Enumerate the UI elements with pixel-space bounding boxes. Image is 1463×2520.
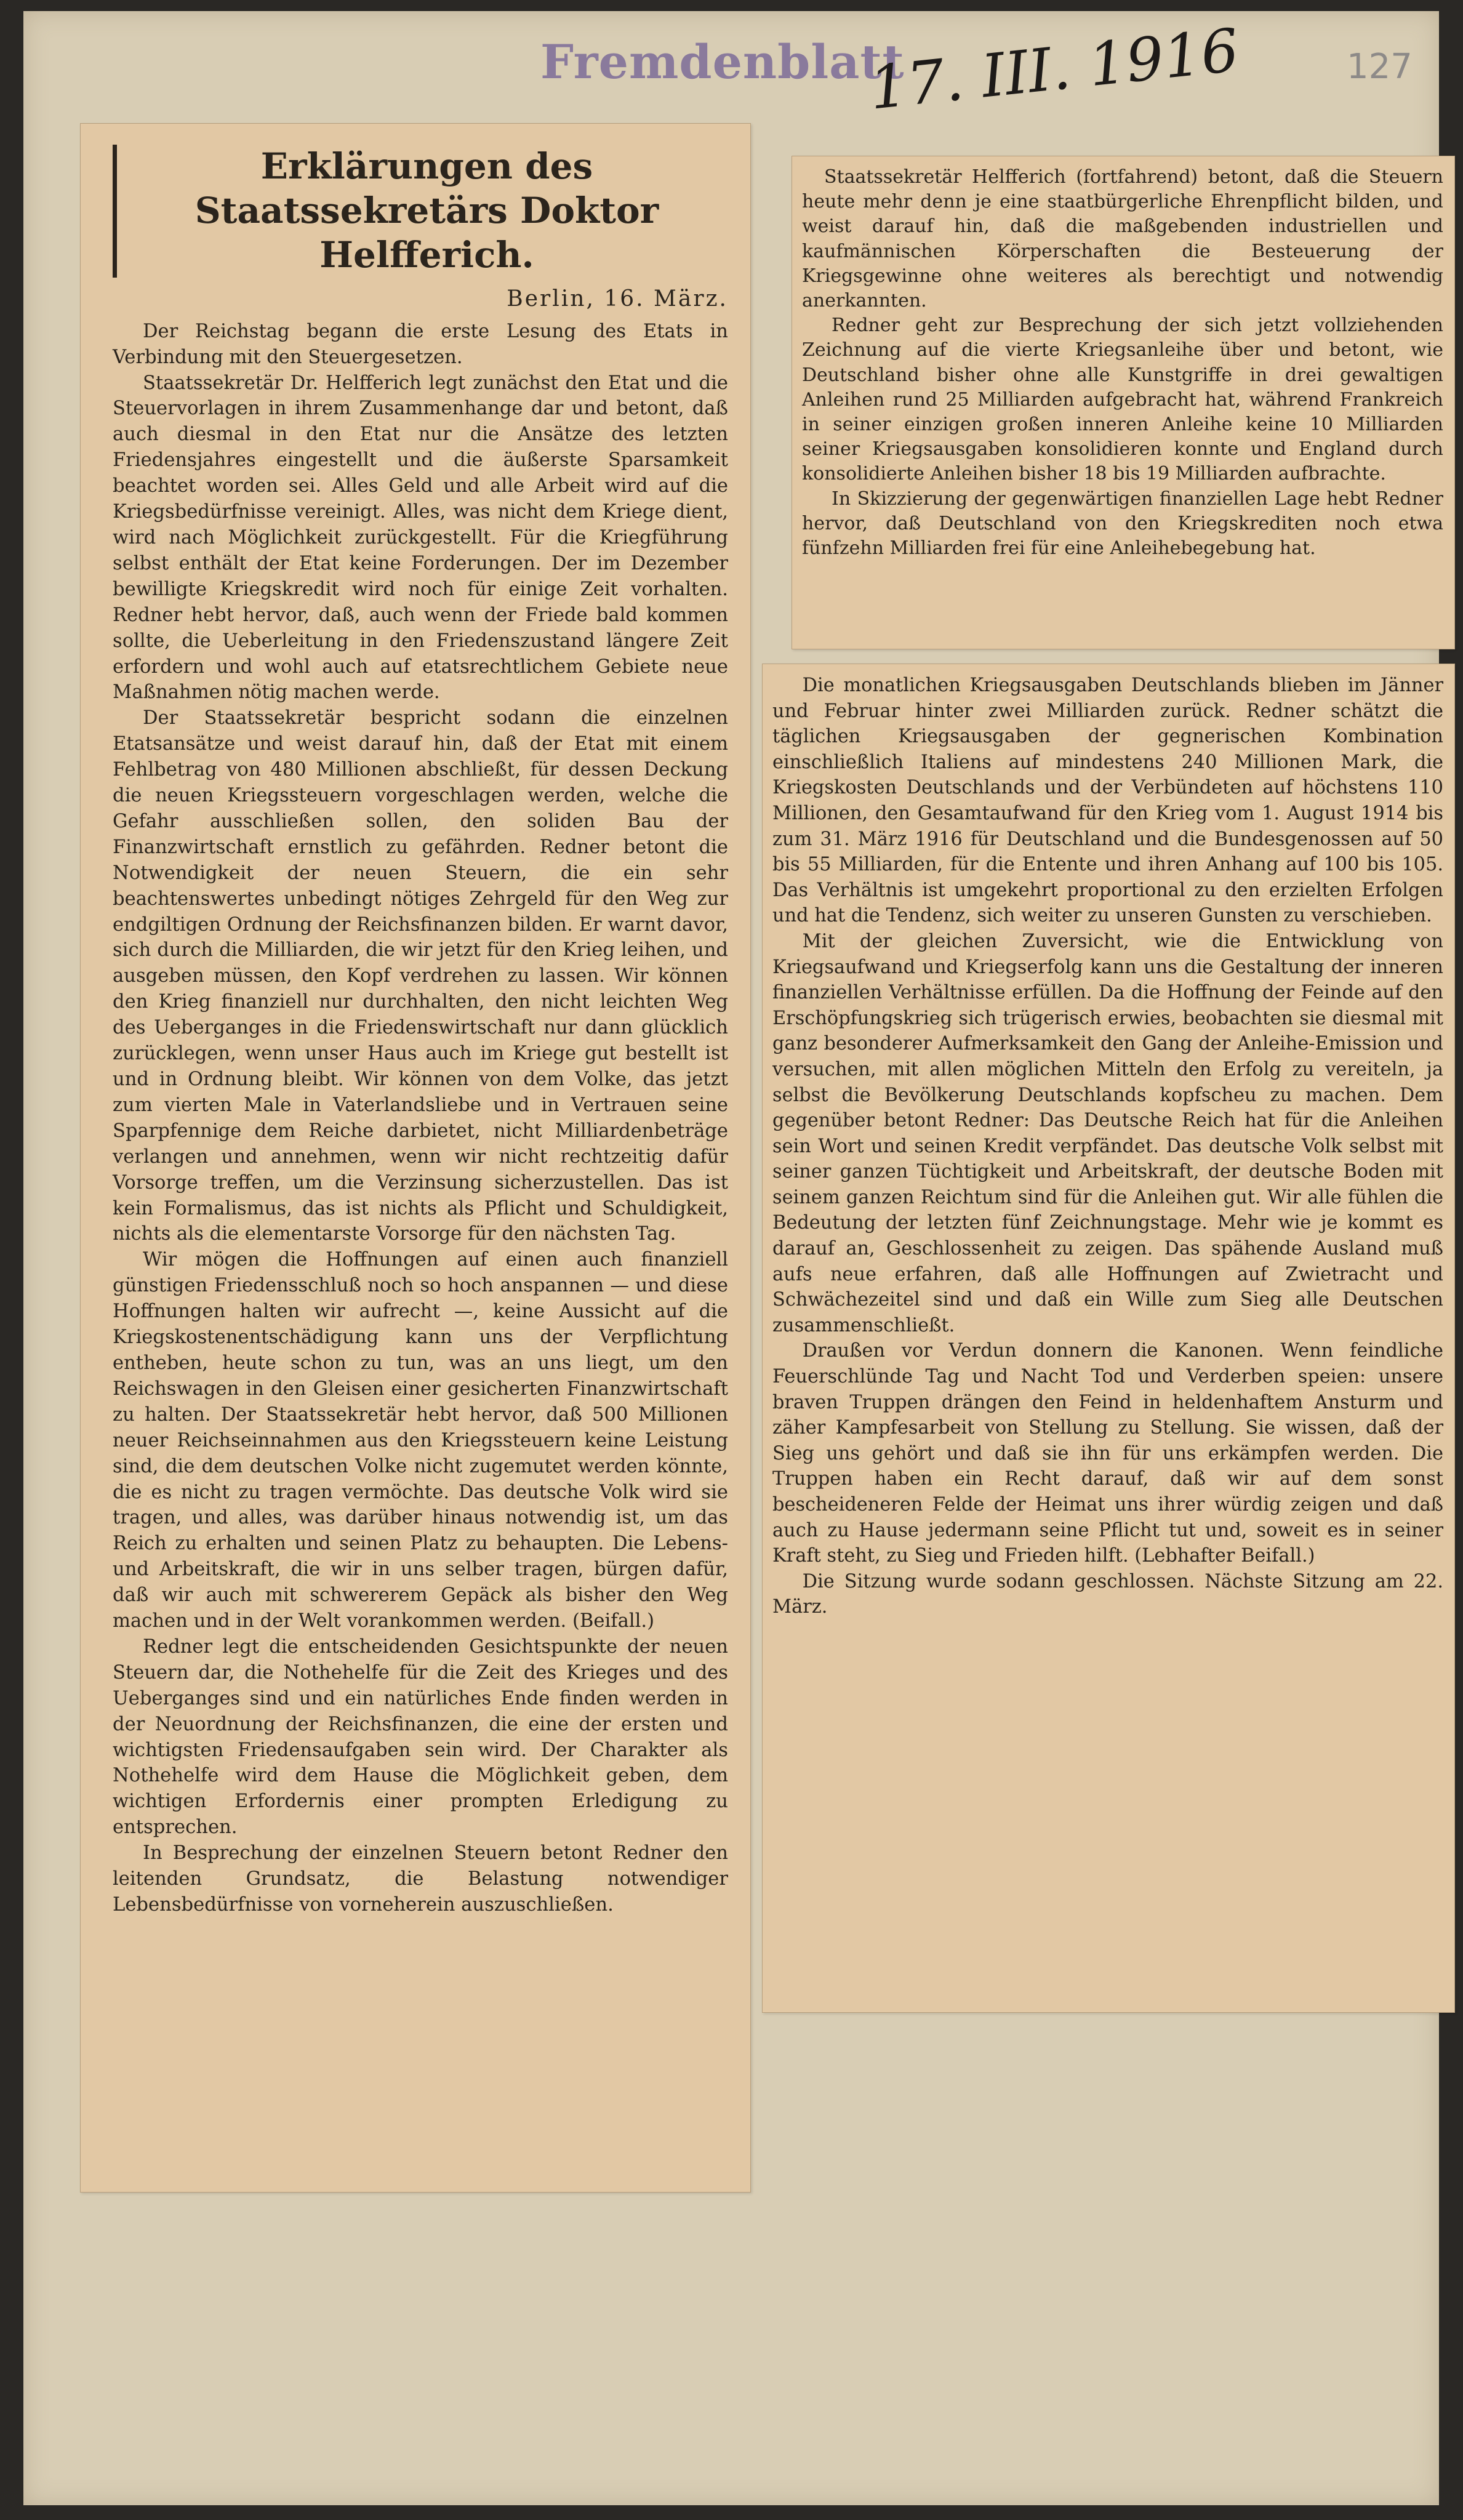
right-top-paragraph: In Skizzierung der gegenwärtigen finanziellen Lage hebt Redner hervor, daß Deutschland von den Kriegskrediten noch etwa fünfzehn Milliarden frei für eine Anleihebegebung hat.: [802, 488, 1443, 560]
right-top-paragraph: Staatssekretär Helfferich (fortfahrend) betont, daß die Steuern heute mehr denn je eine staatbürgerliche Ehrenpflicht bilden, und weist darauf hin, daß die maßgebenden industriellen und kaufmännischen Körperschaften die Besteuerung der Kriegsgewinne ohne weiteres als berechtigt und notwendig anerkannten.: [802, 166, 1443, 312]
left-paragraph: Der Staatssekretär bespricht sodann die einzelnen Etatsansätze und weist darauf hin, daß der Etat mit einem Fehlbetrag von 480 Millionen abschließt, für dessen Deckung die neuen Kriegssteuern vorgeschlagen werden, welche die Gefahr ausschließen sollen, den soliden Bau der Finanzwirtschaft ernstlich zu gefährden. Redner betont die Notwendigkeit der neuen Steuern, die ein sehr beachtenswertes unbedingt nötiges Zehrgeld für den Weg zur endgiltigen Ordnung der Reichsfinanzen bilden. Er warnt davor, sich durch die Milliarden, die wir jetzt für den Krieg leihen, und ausgeben müssen, den Kopf verdrehen zu lassen. Wir können den Krieg finanziell nur durchhalten, den nicht leichten Weg des Ueberganges in die Friedenswirtschaft nur dann glücklich zurücklegen, wenn unser Haus auch im Kriege gut bestellt ist und in Ordnung bleibt. Wir können von dem Volke, das jetzt zum vierten Male in Vaterlandsliebe und in Vertrauen seine Sparpfennige dem Reiche darbietet, nicht Milliardenbeträge verlangen und annehmen, wenn wir nicht rechtzeitig dafür Vorsorge treffen, um die Verzinsung sicherzustellen. Das ist kein Formalismus, das ist nichts als Pflicht und Schuldigkeit, nichts als die elementarste Vorsorge für den nächsten Tag.: [113, 707, 728, 1245]
archive-sheet: [23, 11, 1443, 2505]
page-number: 127: [1347, 47, 1413, 87]
left-paragraph: Redner legt die entscheidenden Gesichtspunkte der neuen Steuern dar, die Nothehelfe für die Zeit des Krieges und des Ueberganges sind und ein natürliches Ende finden werden in der Neuordnung der Reichsfinanzen, die eine der ersten und wichtigsten Friedensaufgaben sein wird. Der Charakter als Nothehelfe wird dem Hause die Möglichkeit geben, dem wichtigen Erfordernis einer prompten Erledigung zu entsprechen.: [113, 1635, 728, 1839]
right-bottom-text: [772, 673, 1443, 1620]
left-paragraph: Wir mögen die Hoffnungen auf einen auch finanziell günstigen Friedensschluß noch so hoch anspannen — und diese Hoffnungen halten wir aufrecht —, keine Aussicht auf die Kriegskostenentschädigung kann uns der Verpflichtung entheben, heute schon zu tun, was an uns liegt, um den Reichswagen in den Gleisen einer gesicherten Finanzwirtschaft zu halten. Der Staatssekretär hebt hervor, daß 500 Millionen neuer Reichseinnahmen aus den Kriegssteuern keine Leistung sind, die dem deutschen Volke nicht zugemutet werden könnte, die es nicht zu tragen vermöchte. Das deutsche Volk wird sie tragen, und alles, was darüber hinaus notwendig ist, um das Reich zu erhalten und seinen Platz zu behaupten. Die Lebens- und Arbeitskraft, die wir in uns selber tragen, bürgen dafür, daß wir auch mit schwererem Gepäck als bisher den Weg machen und in der Welt vorankommen werden. (Beifall.): [113, 1249, 728, 1632]
article-dateline: Berlin, 16. März.: [507, 286, 728, 311]
left-column-text: [113, 319, 728, 1918]
newspaper-stamp: Fremdenblatt: [540, 34, 905, 89]
handwritten-date: 17. III. 1916: [866, 15, 1242, 123]
left-paragraph: In Besprechung der einzelnen Steuern betont Redner den leitenden Grundsatz, die Belastung notwendiger Lebensbedürfnisse von vorneherein auszuschließen.: [113, 1842, 728, 1916]
right-bottom-paragraph: Draußen vor Verdun donnern die Kanonen. Wenn feindliche Feuerschlünde Tag und Nacht Tod und Verderben speien: unsere braven Truppen drängen den Feind in heldenhaftem Ansturm und zäher Kampfesarbeit von Stellung zu Stellung. Sie wissen, daß der Sieg uns gehört und daß sie ihn für uns erkämpfen werden. Die Truppen haben ein Recht darauf, daß wir auf dem sonst bescheideneren Felde der Heimat uns ihrer würdig zeigen und daß auch zu Hause jedermann seine Pflicht tut und, soweit es in seiner Kraft steht, zu Sieg und Frieden hilft. (Lebhafter Beifall.): [772, 1340, 1443, 1567]
right-bottom-paragraph: Die monatlichen Kriegsausgaben Deutschlands blieben im Jänner und Februar hinter zwei Milliarden zurück. Redner schätzt die täglichen Kriegsausgaben der gegnerischen Kombination einschließlich Italiens auf mindestens 240 Millionen Mark, die Kriegskosten Deutschlands und der Verbündeten auf höchstens 110 Millionen, den Gesamtaufwand für den Krieg vom 1. August 1914 bis zum 31. März 1916 für Deutschland und die Bundesgenossen auf 50 bis 55 Milliarden, für die Entente und ihren Anhang auf 100 bis 105. Das Verhältnis ist umgekehrt proportional zu den erzielten Erfolgen und hat die Tendenz, sich weiter zu unseren Gunsten zu verschieben.: [772, 675, 1443, 927]
right-top-paragraph: Redner geht zur Besprechung der sich jetzt vollziehenden Zeichnung auf die vierte Kriegsanleihe über und betont, wie Deutschland bisher ohne alle Kunstgriffe in drei gewaltigen Anleihen rund 25 Milliarden aufgebracht hat, während Frankreich in seiner einzigen großen inneren Anleihe keine 10 Milliarden seiner Kriegsausgaben konsolidieren konnte und England durch konsolidierte Anleihen bisher 18 bis 19 Milliarden aufbrachte.: [802, 315, 1443, 485]
left-paragraph: Staatssekretär Dr. Helfferich legt zunächst den Etat und die Steuervorlagen in ihrem Zusammenhange dar und betont, daß auch diesmal in den Etat nur die Ansätze des letzten Friedensjahres eingestellt und die äußerste Sparsamkeit beachtet worden sei. Alles Geld und alle Arbeit wird auf die Kriegsbedürfnisse vereinigt. Alles, was nicht dem Kriege dient, wird nach Möglichkeit zurückgestellt. Für die Kriegführung selbst enthält der Etat keine Forderungen. Der im Dezember bewilligte Kriegskredit wird noch für einige Zeit vorhalten. Redner hebt hervor, daß, auch wenn der Friede bald kommen sollte, die Ueberleitung in den Friedenszustand längere Zeit erfordern und wohl auch auf etatsrechtlichem Gebiete neue Maßnahmen nötig machen werde.: [113, 372, 728, 704]
clipping-left-column: [80, 123, 751, 2193]
left-paragraph: Der Reichstag begann die erste Lesung des Etats in Verbindung mit den Steuergesetzen.: [113, 320, 728, 368]
article-headline: Erklärungen des Staatssekretärs Doktor Helfferich.: [113, 145, 728, 278]
clipping-right-top: [792, 156, 1455, 649]
right-bottom-paragraph: Mit der gleichen Zuversicht, wie die Entwicklung von Kriegsaufwand und Kriegserfolg kann uns die Gestaltung der inneren finanziellen Verhältnisse erfüllen. Da die Hoffnung der Feinde auf den Erschöpfungskrieg sich trügerisch erwies, beobachten sie diesmal mit ganz besonderer Aufmerksamkeit den Gang der Anleihe-Emission und versuchen, mit allen möglichen Mitteln den Erfolg zu vereiteln, ja selbst die Bevölkerung Deutschlands kopfscheu zu machen. Dem gegenüber betont Redner: Das Deutsche Reich hat für die Anleihen sein Wort und seinen Kredit verpfändet. Das deutsche Volk selbst mit seiner ganzen Tüchtigkeit und Arbeitskraft, der deutsche Boden mit seinem ganzen Reichtum sind für die Anleihen gut. Wir alle fühlen die Bedeutung der letzten fünf Zeichnungstage. Mehr wie je kommt es darauf an, Geschlossenheit zu zeigen. Das spähende Ausland muß aufs neue erfahren, daß alle Hoffnungen auf Zwietracht und Schwächezeitel sind und daß ein Wille zum Sieg alle Deutschen zusammenschließt.: [772, 930, 1443, 1336]
clipping-right-bottom: [762, 664, 1455, 2013]
right-bottom-paragraph: Die Sitzung wurde sodann geschlossen. Nächste Sitzung am 22. März.: [772, 1570, 1443, 1618]
right-top-text: [802, 165, 1443, 561]
